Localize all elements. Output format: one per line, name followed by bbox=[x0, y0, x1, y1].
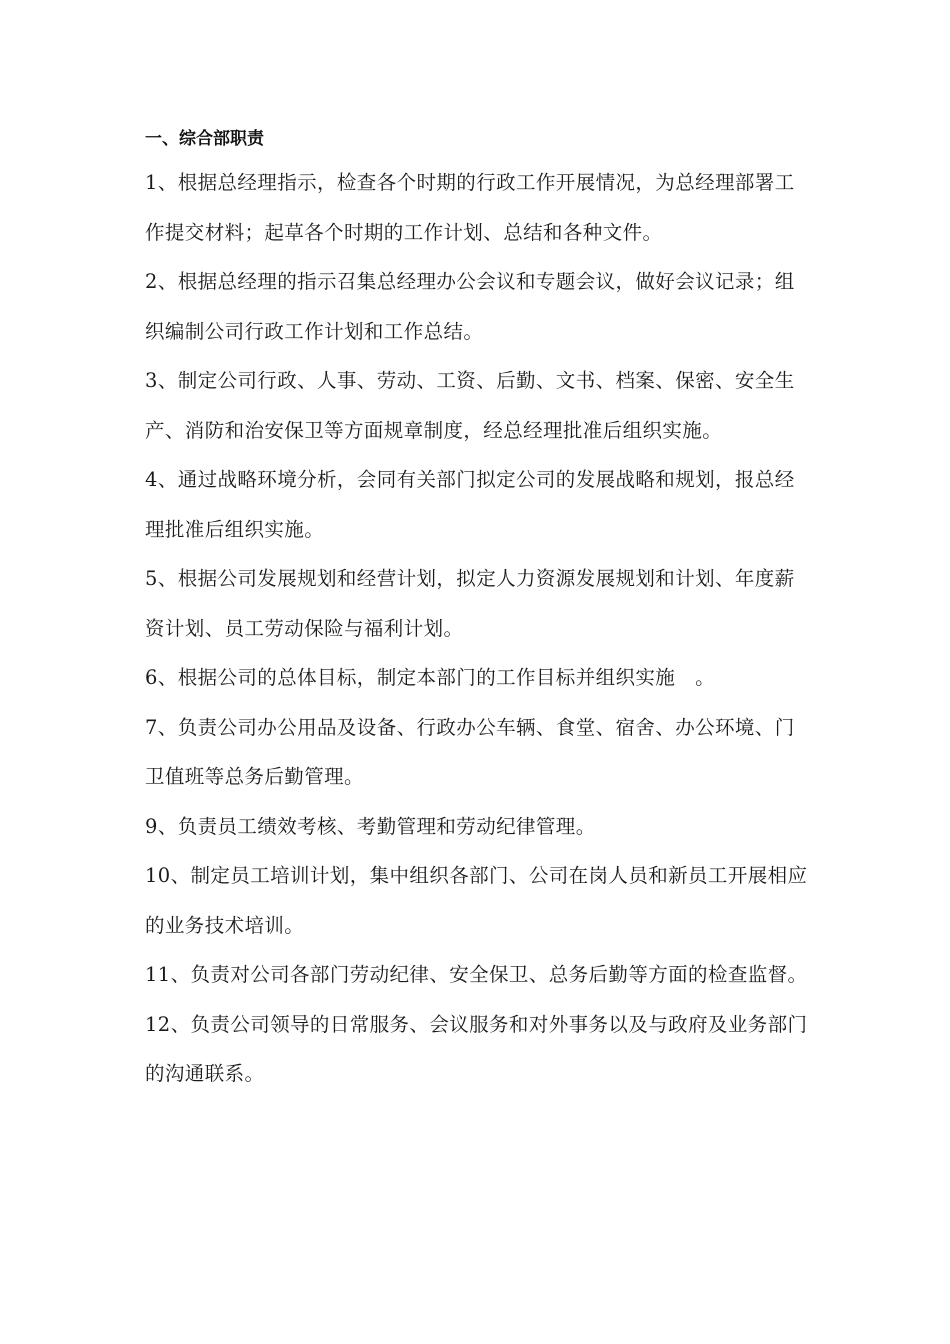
document-body bbox=[145, 124, 810, 1099]
duty-item-4: 4、通过战略环境分析，会同有关部门拟定公司的发展战略和规划，报总经理批准后组织实施。 bbox=[145, 468, 795, 541]
duty-item-3: 3、制定公司行政、人事、劳动、工资、后勤、文书、档案、保密、安全生产、消防和治安保卫等方面规章制度，经总经理批准后组织实施。 bbox=[145, 369, 795, 442]
section-heading: 一、综合部职责 bbox=[145, 129, 264, 149]
duty-item-11: 11、负责对公司各部门劳动纪律、安全保卫、总务后勤等方面的检查监督。 bbox=[145, 963, 808, 986]
duty-item-10: 10、制定员工培训计划，集中组织各部门、公司在岗人员和新员工开展相应的业务技术培训。 bbox=[145, 864, 808, 937]
duty-item-5: 5、根据公司发展规划和经营计划，拟定人力资源发展规划和计划、年度薪资计划、员工劳动保险与福利计划。 bbox=[145, 567, 795, 640]
duty-item-9: 9、负责员工绩效考核、考勤管理和劳动纪律管理。 bbox=[145, 814, 596, 838]
duty-item-7: 7、负责公司办公用品及设备、行政办公车辆、食堂、宿舍、办公环境、门卫值班等总务后勤管理。 bbox=[145, 715, 795, 788]
duty-item-12: 12、负责公司领导的日常服务、会议服务和对外事务以及与政府及业务部门的沟通联系。 bbox=[145, 1012, 808, 1085]
duty-item-2: 2、根据总经理的指示召集总经理办公会议和专题会议，做好会议记录；组织编制公司行政工作计划和工作总结。 bbox=[145, 270, 795, 343]
duty-item-1: 1、根据总经理指示，检查各个时期的行政工作开展情况，为总经理部署工作提交材料；起草各个时期的工作计划、总结和各种文件。 bbox=[145, 171, 795, 244]
duty-item-6: 6、根据公司的总体目标，制定本部门的工作目标并组织实施 。 bbox=[145, 666, 716, 689]
